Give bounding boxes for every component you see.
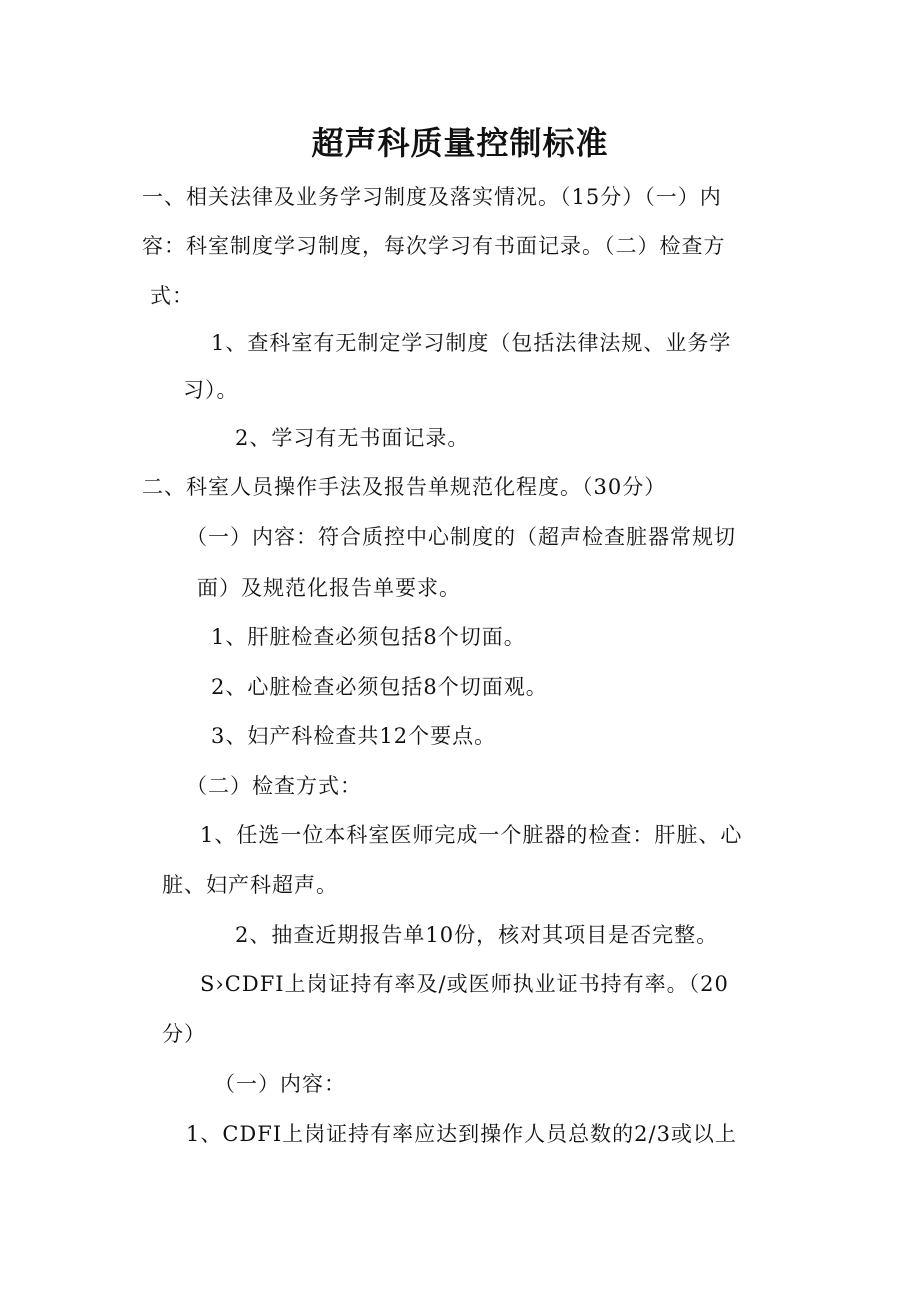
section-2-content-cont: 面）及规范化报告单要求。: [197, 576, 461, 600]
document-title: 超声科质量控制标准: [311, 124, 609, 162]
section-2-method-1-cont: 脏、妇产科超声。: [162, 873, 338, 897]
section-3-heading: S›CDFI上岗证持有率及/或医师执业证书持有率。（20: [200, 972, 729, 996]
section-2-heading: 二、科室人员操作手法及报告单规范化程度。（30分）: [142, 475, 667, 499]
section-2-method-1: 1、任选一位本科室医师完成一个脏器的检查：肝脏、心: [200, 823, 743, 847]
section-1-item-1-cont: 习）。: [183, 378, 239, 402]
section-2-method-2: 2、抽查近期报告单10份，核对其项目是否完整。: [235, 923, 719, 947]
section-3-content-label: （一）内容：: [214, 1072, 346, 1096]
section-2-content-line: （一）内容：符合质控中心制度的（超声检查脏器常规切: [186, 525, 736, 549]
section-2-item-2: 2、心脏检查必须包括8个切面观。: [211, 675, 548, 699]
section-1-content-line: 容：科室制度学习制度，每次学习有书面记录。（二）检查方: [142, 234, 726, 258]
section-3-heading-cont: 分）: [162, 1022, 206, 1046]
section-1-item-2: 2、学习有无书面记录。: [235, 426, 470, 450]
section-2-item-3: 3、妇产科检查共12个要点。: [211, 724, 497, 748]
section-2-item-1: 1、肝脏检查必须包括8个切面。: [211, 625, 526, 649]
section-2-method-label: （二）检查方式：: [186, 774, 362, 798]
section-1-item-1: 1、查科室有无制定学习制度（包括法律法规、业务学: [211, 331, 732, 355]
section-3-item-1: 1、CDFI上岗证持有率应达到操作人员总数的2/3或以上: [186, 1122, 737, 1146]
section-1-method-label: 式：: [150, 284, 194, 308]
section-1-heading: 一、相关法律及业务学习制度及落实情况。（15分）（一）内: [142, 185, 722, 209]
